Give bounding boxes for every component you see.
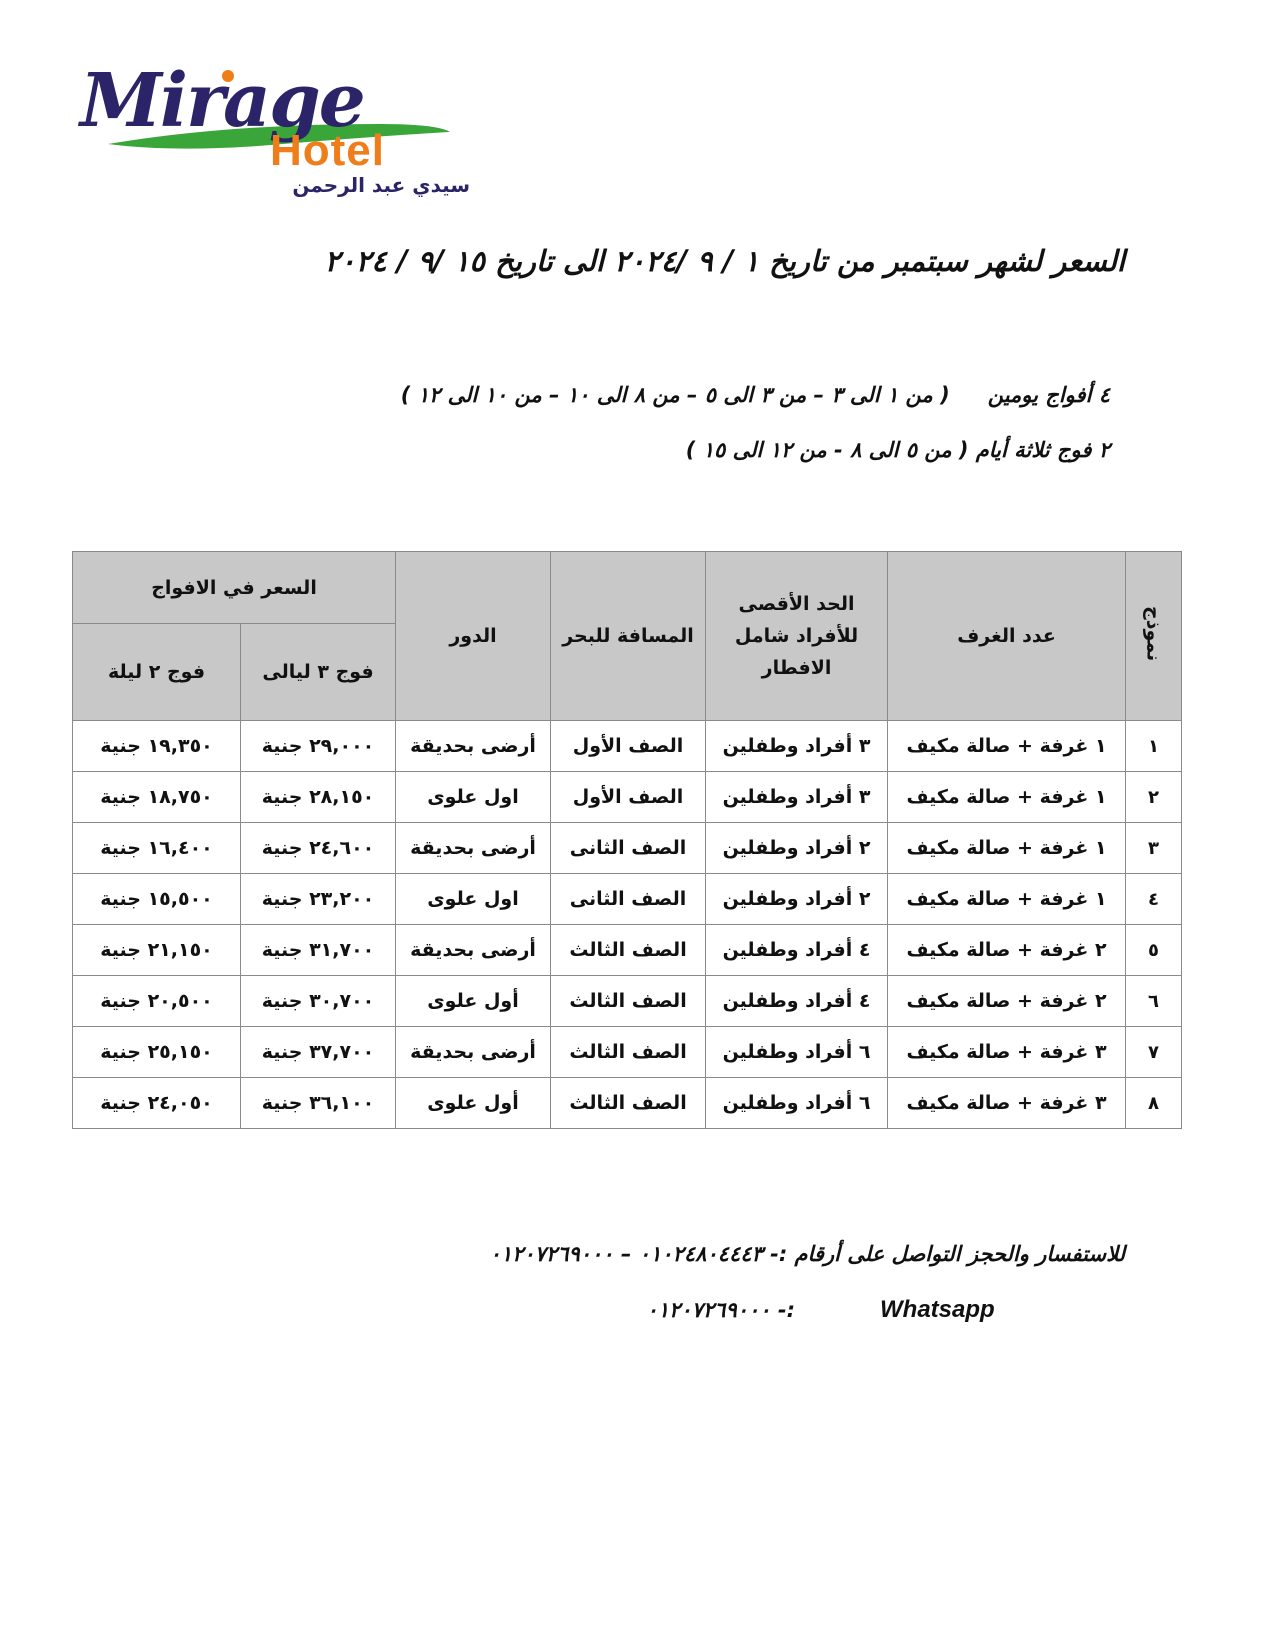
row-three-nights-price: ٣١,٧٠٠ جنية xyxy=(241,925,396,976)
row-two-nights-price: ٢٠,٥٠٠ جنية xyxy=(73,976,241,1027)
row-model-cell: ٣ xyxy=(1126,823,1182,874)
three-day-groups-line: ٢ فوج ثلاثة أيام ( من ٥ الى ٨ - من ١٢ الى ١٥ ) xyxy=(685,438,1110,462)
row-persons-cell: ٣ أفراد وطفلين xyxy=(706,772,888,823)
row-rooms-cell: ١ غرفة + صالة مكيف xyxy=(888,772,1126,823)
row-persons-cell: ٣ أفراد وطفلين xyxy=(706,721,888,772)
row-distance-cell: الصف الثالث xyxy=(551,1078,706,1129)
row-model-cell: ٤ xyxy=(1126,874,1182,925)
row-rooms-cell: ٣ غرفة + صالة مكيف xyxy=(888,1078,1126,1129)
row-persons-cell: ٦ أفراد وطفلين xyxy=(706,1027,888,1078)
row-three-nights-price: ٢٨,١٥٠ جنية xyxy=(241,772,396,823)
row-rooms-cell: ١ غرفة + صالة مكيف xyxy=(888,721,1126,772)
header-distance: المسافة للبحر xyxy=(551,552,706,721)
row-floor-cell: أرضى بحديقة xyxy=(396,823,551,874)
row-distance-cell: الصف الثانى xyxy=(551,874,706,925)
row-floor-cell: أرضى بحديقة xyxy=(396,1027,551,1078)
whatsapp-number: :- ٠١٢٠٧٢٦٩٠٠٠ xyxy=(646,1298,795,1322)
row-two-nights-price: ١٩,٣٥٠ جنية xyxy=(73,721,241,772)
row-distance-cell: الصف الأول xyxy=(551,721,706,772)
price-table xyxy=(72,551,1182,1129)
row-two-nights-price: ٢٥,١٥٠ جنية xyxy=(73,1027,241,1078)
row-model-cell: ٧ xyxy=(1126,1027,1182,1078)
row-persons-cell: ٢ أفراد وطفلين xyxy=(706,874,888,925)
row-distance-cell: الصف الأول xyxy=(551,772,706,823)
table-row xyxy=(73,772,1182,823)
row-floor-cell: اول علوى xyxy=(396,874,551,925)
table-row xyxy=(73,874,1182,925)
row-floor-cell: أرضى بحديقة xyxy=(396,925,551,976)
row-distance-cell: الصف الثانى xyxy=(551,823,706,874)
row-rooms-cell: ٢ غرفة + صالة مكيف xyxy=(888,925,1126,976)
row-two-nights-price: ٢١,١٥٠ جنية xyxy=(73,925,241,976)
contact-line: للاستفسار والحجز التواصل على أرقام :- ٠١٠٢٤٨٠٤٤٤٣ – ٠١٢٠٧٢٦٩٠٠٠ xyxy=(489,1242,1125,1266)
table-row xyxy=(73,1027,1182,1078)
row-model-cell: ٦ xyxy=(1126,976,1182,1027)
row-distance-cell: الصف الثالث xyxy=(551,1027,706,1078)
row-three-nights-price: ٣٧,٧٠٠ جنية xyxy=(241,1027,396,1078)
row-three-nights-price: ٢٣,٢٠٠ جنية xyxy=(241,874,396,925)
whatsapp-label: Whatsapp xyxy=(880,1296,995,1323)
row-persons-cell: ٦ أفراد وطفلين xyxy=(706,1078,888,1129)
row-distance-cell: الصف الثالث xyxy=(551,976,706,1027)
logo-location-text: سيدي عبد الرحمن xyxy=(292,173,470,197)
table-row xyxy=(73,925,1182,976)
hotel-logo xyxy=(78,58,478,202)
row-model-cell: ٨ xyxy=(1126,1078,1182,1129)
header-price-group: السعر في الافواج xyxy=(73,552,396,624)
row-two-nights-price: ١٦,٤٠٠ جنية xyxy=(73,823,241,874)
row-distance-cell: الصف الثالث xyxy=(551,925,706,976)
row-three-nights-price: ٣٦,١٠٠ جنية xyxy=(241,1078,396,1129)
row-two-nights-price: ٢٤,٠٥٠ جنية xyxy=(73,1078,241,1129)
header-two-nights: فوج ٢ ليلة xyxy=(73,624,241,721)
row-model-cell: ١ xyxy=(1126,721,1182,772)
row-floor-cell: أول علوى xyxy=(396,976,551,1027)
table-row xyxy=(73,721,1182,772)
row-persons-cell: ٢ أفراد وطفلين xyxy=(706,823,888,874)
row-floor-cell: أرضى بحديقة xyxy=(396,721,551,772)
header-max-persons: الحد الأقصى للأفراد شامل الافطار xyxy=(706,552,888,721)
row-floor-cell: أول علوى xyxy=(396,1078,551,1129)
header-floor: الدور xyxy=(396,552,551,721)
table-row xyxy=(73,1078,1182,1129)
row-rooms-cell: ١ غرفة + صالة مكيف xyxy=(888,823,1126,874)
two-day-groups-label: ٤ أفواج يومين xyxy=(987,383,1110,407)
header-rooms: عدد الغرف xyxy=(888,552,1126,721)
row-rooms-cell: ٣ غرفة + صالة مكيف xyxy=(888,1027,1126,1078)
row-rooms-cell: ٢ غرفة + صالة مكيف xyxy=(888,976,1126,1027)
logo-hotel-text: Hotel xyxy=(270,126,385,175)
page-title: السعر لشهر سبتمبر من تاريخ ١ / ٩ /٢٠٢٤ الى تاريخ ١٥ /٩ / ٢٠٢٤ xyxy=(324,244,1125,278)
logo-wordmark: Mirage xyxy=(80,58,364,144)
row-persons-cell: ٤ أفراد وطفلين xyxy=(706,925,888,976)
row-floor-cell: اول علوى xyxy=(396,772,551,823)
row-three-nights-price: ٢٤,٦٠٠ جنية xyxy=(241,823,396,874)
header-model: نموذج xyxy=(1126,552,1182,721)
row-rooms-cell: ١ غرفة + صالة مكيف xyxy=(888,874,1126,925)
row-two-nights-price: ١٨,٧٥٠ جنية xyxy=(73,772,241,823)
row-model-cell: ٢ xyxy=(1126,772,1182,823)
table-row xyxy=(73,823,1182,874)
row-three-nights-price: ٣٠,٧٠٠ جنية xyxy=(241,976,396,1027)
row-model-cell: ٥ xyxy=(1126,925,1182,976)
two-day-groups-dates: ( من ١ الى ٣ – من ٣ الى ٥ – من ٨ الى ١٠ – من ١٠ الى ١٢ ) xyxy=(400,383,950,407)
two-day-groups-line xyxy=(210,377,1110,413)
row-two-nights-price: ١٥,٥٠٠ جنية xyxy=(73,874,241,925)
row-three-nights-price: ٢٩,٠٠٠ جنية xyxy=(241,721,396,772)
table-row xyxy=(73,976,1182,1027)
header-three-nights: فوج ٣ ليالى xyxy=(241,624,396,721)
price-table-body xyxy=(73,721,1182,1129)
row-persons-cell: ٤ أفراد وطفلين xyxy=(706,976,888,1027)
